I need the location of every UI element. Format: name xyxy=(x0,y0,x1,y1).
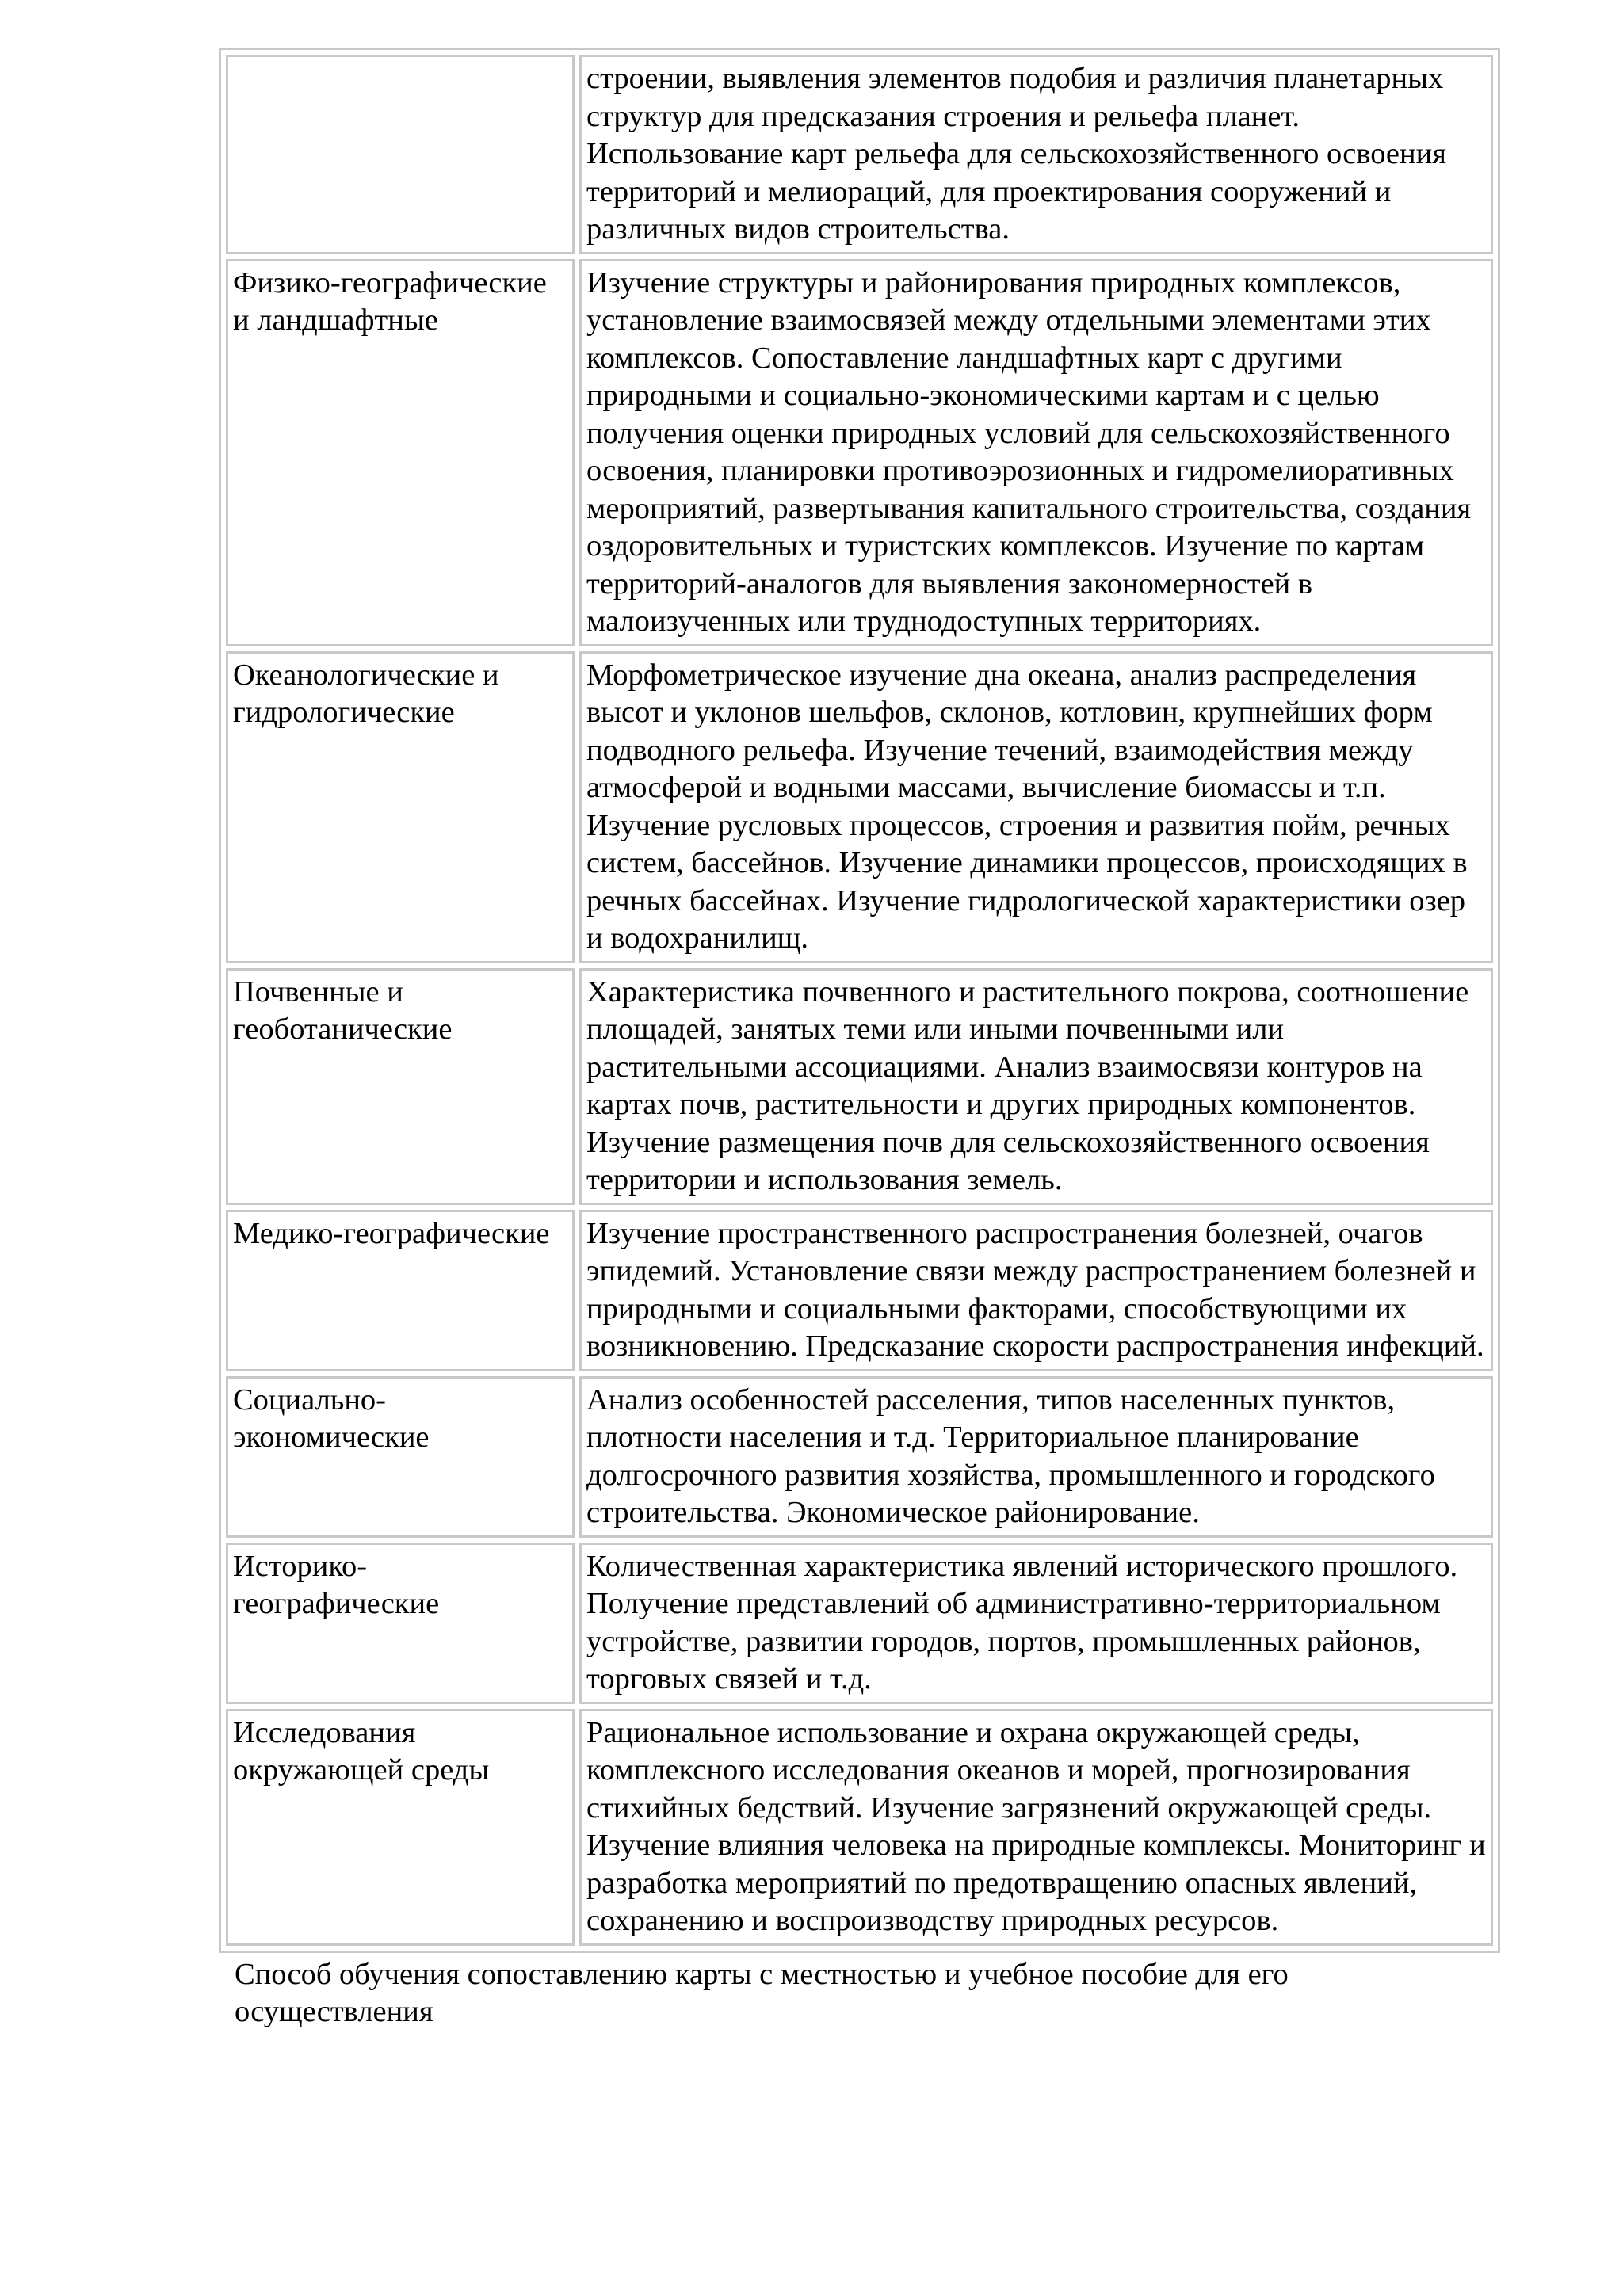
category-cell xyxy=(226,55,575,254)
table-row xyxy=(226,55,1493,254)
description-cell: Характеристика почвенного и растительного покрова, соотношение площадей, занятых теми или иными почвенными или растительными ассоциациями. Анализ взаимосвязи контуров на картах почв, растительности и других природных компонентов. Изучение размещения почв для сельскохозяйственного освоения территории и использования земель. xyxy=(579,968,1493,1205)
category-cell: Океанологические и гидрологические xyxy=(226,651,575,963)
category-cell: Исследования окружающей среды xyxy=(226,1709,575,1946)
description-cell: Морфометрическое изучение дна океана, анализ распределения высот и уклонов шельфов, склонов, котловин, крупнейших форм подводного рельефа. Изучение течений, взаимодействия между атмосферой и водными массами, вычисление биомассы и т.п. Изучение русловых процессов, строения и развития пойм, речных систем, бассейнов. Изучение динамики процессов, происходящих в речных бассейнах. Изучение гидрологической характеристики озер и водохранилищ. xyxy=(579,651,1493,963)
category-cell: Физико-географические и ландшафтные xyxy=(226,259,575,646)
table-row xyxy=(226,1376,1493,1538)
category-cell: Социально-экономические xyxy=(226,1376,575,1538)
description-cell: Изучение пространственного распространения болезней, очагов эпидемий. Установление связи между распространением болезней и природными и социальными факторами, способствующими их возникновению. Предсказание скорости распространения инфекций. xyxy=(579,1210,1493,1371)
description-cell: Изучение структуры и районирования природных комплексов, установление взаимосвязей между отдельными элементами этих комплексов. Сопоставление ландшафтных карт с другими природными и социально-экономическими картам и с целью получения оценки природных условий для сельскохозяйственного освоения, планировки противоэрозионных и гидромелиоративных мероприятий, развертывания капитального строительства, создания оздоровительных и туристских комплексов. Изучение по картам территорий-аналогов для выявления закономерностей в малоизученных или труднодоступных территориях. xyxy=(579,259,1493,646)
category-cell: Почвенные и геоботанические xyxy=(226,968,575,1205)
document-page xyxy=(219,48,1496,2031)
category-cell: Медико-географические xyxy=(226,1210,575,1371)
description-cell: Анализ особенностей расселения, типов населенных пунктов, плотности населения и т.д. Территориальное планирование долгосрочного развития хозяйства, промышленного и городского строительства. Экономическое районирование. xyxy=(579,1376,1493,1538)
description-cell: Рациональное использование и охрана окружающей среды, комплексного исследования океанов и морей, прогнозирования стихийных бедствий. Изучение загрязнений окружающей среды. Изучение влияния человека на природные комплексы. Мониторинг и разработка мероприятий по предотвращению опасных явлений, сохранению и воспроизводству природных ресурсов. xyxy=(579,1709,1493,1946)
map-research-table xyxy=(219,48,1500,1953)
table-row xyxy=(226,1709,1493,1946)
table-row xyxy=(226,651,1493,963)
description-cell: строении, выявления элементов подобия и различия планетарных структур для предсказания строения и рельефа планет. Использование карт рельефа для сельскохозяйственного освоения территорий и мелиораций, для проектирования сооружений и различных видов строительства. xyxy=(579,55,1493,254)
category-cell: Историко-географические xyxy=(226,1543,575,1704)
description-cell: Количественная характеристика явлений исторического прошлого. Получение представлений об административно-территориальном устройстве, развитии городов, портов, промышленных районов, торговых связей и т.д. xyxy=(579,1543,1493,1704)
table-row xyxy=(226,1210,1493,1371)
table-row xyxy=(226,259,1493,646)
section-caption: Способ обучения сопоставлению карты с местностью и учебное пособие для его осуществления xyxy=(235,1957,1289,2028)
table-row xyxy=(226,1543,1493,1704)
table-row xyxy=(226,968,1493,1205)
